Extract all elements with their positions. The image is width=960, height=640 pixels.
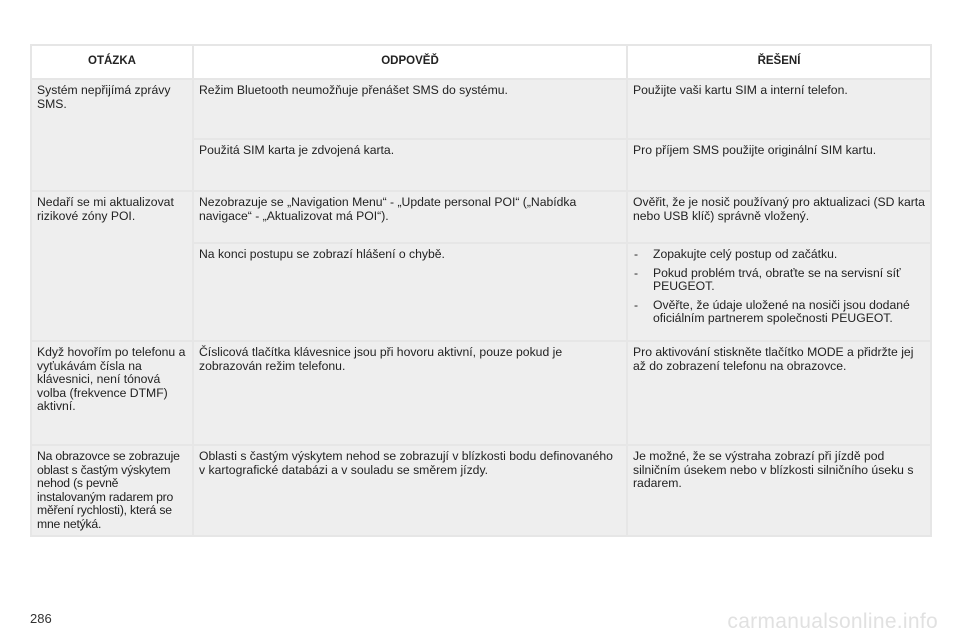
watermark: carmanualsonline.info: [727, 610, 938, 633]
table-row: [31, 191, 931, 243]
solution-cell: Pro příjem SMS použijte originální SIM kartu.: [627, 139, 931, 191]
answer-cell: Oblasti s častým výskytem nehod se zobrazují v blízkosti bodu definovaného v kartografické databázi a v souladu se směrem jízdy.: [193, 445, 627, 536]
answer-cell: Nezobrazuje se „Navigation Menu“ - „Update personal POI“ („Nabídka navigace“ - „Aktualizovat má POI“).: [193, 191, 627, 243]
solution-cell: Použijte vaši kartu SIM a interní telefon.: [627, 79, 931, 139]
list-item: - Pokud problém trvá, obraťte se na servisní síť PEUGEOT.: [633, 267, 925, 294]
table-row: [31, 79, 931, 139]
table-row: [31, 445, 931, 536]
answer-cell: Na konci postupu se zobrazí hlášení o chybě.: [193, 243, 627, 341]
faq-table: [30, 44, 932, 537]
solution-cell: [627, 243, 931, 341]
header-question: OTÁZKA: [31, 45, 193, 79]
table-row: [31, 341, 931, 445]
solution-list: [633, 248, 925, 326]
answer-cell: Číslicová tlačítka klávesnice jsou při hovoru aktivní, pouze pokud je zobrazován režim telefonu.: [193, 341, 627, 445]
question-cell: Když hovořím po telefonu a vyťukávám čísla na klávesnici, není tónová volba (frekvence DTMF) aktivní.: [31, 341, 193, 445]
header-answer: ODPOVĚĎ: [193, 45, 627, 79]
list-item: - Ověřte, že údaje uložené na nosiči jsou dodané oficiálním partnerem společnosti PEUGEOT.: [633, 299, 925, 326]
question-cell: Nedaří se mi aktualizovat rizikové zóny POI.: [31, 191, 193, 341]
solution-cell: Ověřit, že je nosič používaný pro aktualizaci (SD karta nebo USB klíč) správně vložený.: [627, 191, 931, 243]
list-item: - Zopakujte celý postup od začátku.: [633, 248, 925, 262]
header-row: [31, 45, 931, 79]
page-number: 286: [30, 611, 52, 626]
question-cell: Systém nepřijímá zprávy SMS.: [31, 79, 193, 191]
answer-cell: Režim Bluetooth neumožňuje přenášet SMS do systému.: [193, 79, 627, 139]
header-solution: ŘEŠENÍ: [627, 45, 931, 79]
solution-cell: Je možné, že se výstraha zobrazí při jízdě pod silničním úsekem nebo v blízkosti silničního úseku s radarem.: [627, 445, 931, 536]
answer-cell: Použitá SIM karta je zdvojená karta.: [193, 139, 627, 191]
solution-cell: Pro aktivování stiskněte tlačítko MODE a přidržte jej až do zobrazení telefonu na obrazovce.: [627, 341, 931, 445]
question-cell: Na obrazovce se zobrazuje oblast s častým výskytem nehod (s pevně instalovaným radarem pro měření rychlosti), která se mne netýká.: [31, 445, 193, 536]
